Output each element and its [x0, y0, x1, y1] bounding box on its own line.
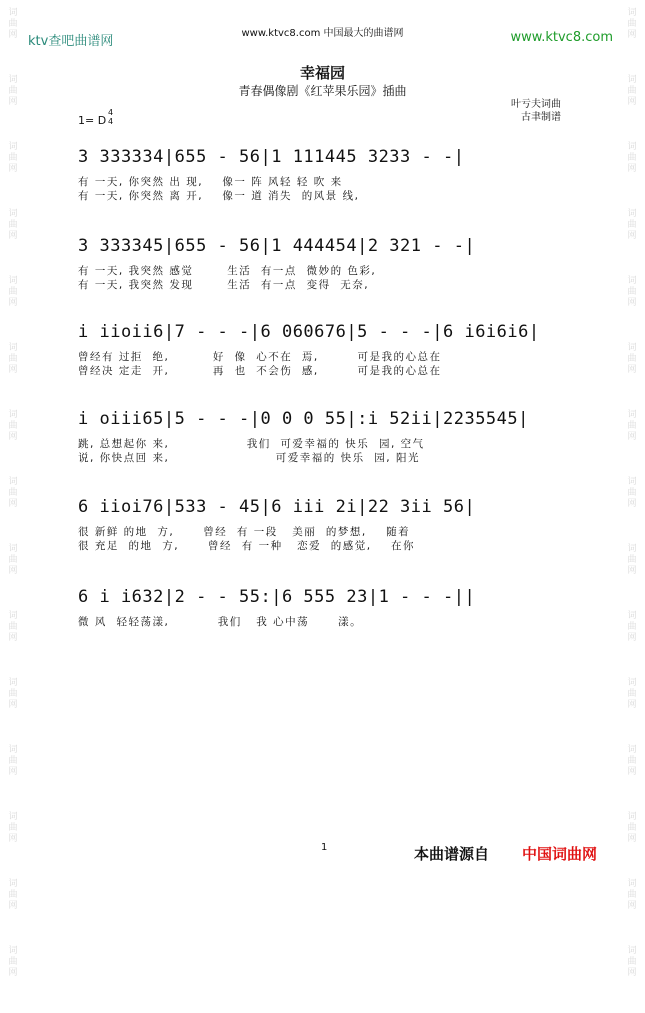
side-watermark-group: 词 曲 网	[627, 611, 637, 643]
score-system	[78, 234, 570, 292]
side-watermark-group: 词 曲 网	[8, 209, 18, 241]
side-watermark-group: 词 曲 网	[627, 678, 637, 710]
side-watermark-group: 词 曲 网	[8, 946, 18, 978]
side-watermark-group: 词 曲 网	[8, 343, 18, 375]
footer-source-label: 本曲谱源自	[414, 845, 490, 863]
side-watermark-group: 词 曲 网	[627, 410, 637, 442]
side-watermark-group: 词 曲 网	[627, 8, 637, 40]
side-watermark-group: 词 曲 网	[8, 477, 18, 509]
score-system	[78, 495, 570, 553]
side-watermark-group: 词 曲 网	[8, 8, 18, 40]
lyric-line: 有 一天, 我突然 感觉 生活 有一点 微妙的 色彩,	[78, 265, 377, 277]
side-watermark-group: 词 曲 网	[8, 812, 18, 844]
side-watermark-group: 词 曲 网	[8, 879, 18, 911]
notation-line: 6 i i632|2 - - 55:|6 555 23|1 - - -||	[78, 587, 476, 607]
side-watermark-group: 词 曲 网	[8, 142, 18, 174]
side-watermark-group: 词 曲 网	[8, 410, 18, 442]
side-watermark-group: 词 曲 网	[627, 879, 637, 911]
lyric-line: 说, 你快点回 来, 可爱幸福的 快乐 园, 阳光	[78, 452, 420, 464]
side-watermark-group: 词 曲 网	[627, 812, 637, 844]
side-watermark-left	[6, 8, 20, 1013]
lyric-line: 很 充足 的地 方, 曾经 有 一种 恋爱 的感觉, 在你	[78, 540, 415, 552]
page-number: 1	[321, 842, 328, 853]
footer-source-brand[interactable]: 中国词曲网	[522, 845, 598, 863]
lyric-line: 有 一天, 你突然 出 现, 像一 阵 风轻 轻 吹 来	[78, 176, 343, 188]
score-system	[78, 320, 570, 378]
side-watermark-group: 词 曲 网	[627, 209, 637, 241]
header-right-site[interactable]: www.ktvc8.com	[510, 30, 613, 45]
side-watermark-group: 词 曲 网	[8, 276, 18, 308]
side-watermark-group: 词 曲 网	[8, 544, 18, 576]
lyricist-credit: 叶亏夫词曲	[511, 99, 561, 110]
transcriber-credit: 古聿制谱	[521, 112, 561, 123]
lyric-line: 有 一天, 你突然 离 开, 像一 道 消失 的风景 线,	[78, 190, 360, 202]
time-signature	[108, 108, 113, 126]
score-system	[78, 145, 570, 203]
side-watermark-group: 词 曲 网	[627, 343, 637, 375]
side-watermark-group: 词 曲 网	[627, 477, 637, 509]
lyric-line: 很 新鲜 的地 方, 曾经 有 一段 美丽 的梦想, 随着	[78, 526, 411, 538]
score-system	[78, 585, 570, 629]
side-watermark-group: 词 曲 网	[627, 142, 637, 174]
lyric-line: 跳, 总想起你 来, 我们 可爱幸福的 快乐 园, 空气	[78, 438, 425, 450]
side-watermark-group: 词 曲 网	[627, 75, 637, 107]
notation-line: 6 iioi76|533 - 45|6 iii 2i|22 3ii 56|	[78, 497, 476, 517]
lyric-line: 有 一天, 我突然 发现 生活 有一点 变得 无奈,	[78, 279, 370, 291]
time-signature-top: 4	[108, 108, 114, 117]
notation-line: 3 333334|655 - 56|1 111445 3233 - -|	[78, 147, 465, 167]
side-watermark-group: 词 曲 网	[8, 611, 18, 643]
side-watermark-group: 词 曲 网	[8, 678, 18, 710]
key-signature: 1= D	[78, 114, 107, 127]
side-watermark-right	[625, 8, 639, 1013]
song-credits	[511, 98, 561, 124]
side-watermark-group: 词 曲 网	[627, 946, 637, 978]
lyric-line: 曾经决 定走 开, 再 也 不会伤 感, 可是我的心总在	[78, 365, 442, 377]
side-watermark-group: 词 曲 网	[8, 75, 18, 107]
song-subtitle: 青春偶像剧《红苹果乐园》插曲	[238, 84, 407, 98]
lyric-line: 微 风 轻轻荡漾, 我们 我 心中荡 漾。	[78, 616, 363, 628]
side-watermark-group: 词 曲 网	[627, 276, 637, 308]
side-watermark-group: 词 曲 网	[627, 745, 637, 777]
lyric-line: 曾经有 过拒 绝, 好 像 心不在 焉, 可是我的心总在	[78, 351, 442, 363]
header-left-site[interactable]: ktv查吧曲谱网	[28, 34, 114, 49]
side-watermark-group: 词 曲 网	[8, 745, 18, 777]
notation-line: i iioii6|7 - - -|6 060676|5 - - -|6 i6i6i6|	[78, 322, 540, 342]
notation-line: 3 333345|655 - 56|1 444454|2 321 - -|	[78, 236, 476, 256]
song-title: 幸福园	[299, 64, 345, 82]
side-watermark-group: 词 曲 网	[627, 544, 637, 576]
notation-line: i oiii65|5 - - -|0 0 0 55|:i 52ii|2235545|	[78, 409, 529, 429]
time-signature-bottom: 4	[108, 117, 114, 126]
header-center-text: www.ktvc8.com 中国最大的曲谱网	[241, 28, 404, 39]
score-system	[78, 407, 570, 465]
